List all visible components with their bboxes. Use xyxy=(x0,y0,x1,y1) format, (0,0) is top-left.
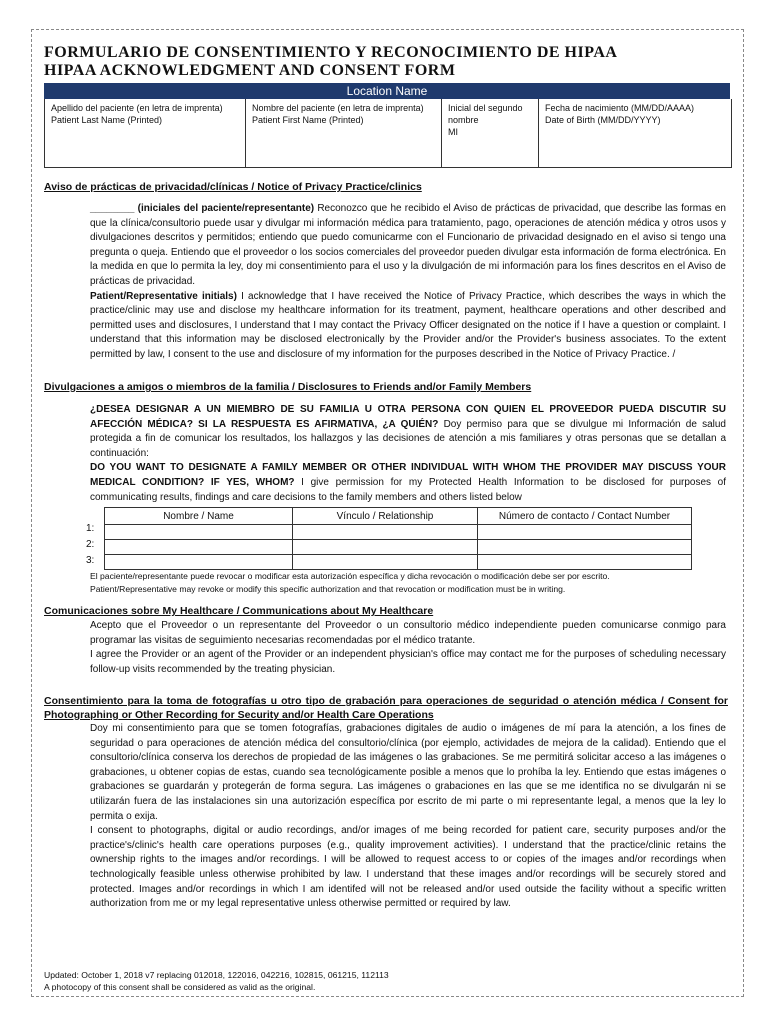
family-es-body: Doy permiso para que se divulgue mi Información de salud protegida a fin de comunicar los resultados, los hallazgos y las decisiones de atención a mis familiares y otras personas que se detallan a continuación: xyxy=(90,418,726,459)
family-spanish xyxy=(90,403,726,461)
contact-cell[interactable] xyxy=(478,540,692,555)
middle-initial-field[interactable] xyxy=(442,99,539,167)
row-label-2: 2: xyxy=(86,539,95,550)
last-name-field[interactable] xyxy=(45,99,246,167)
name-cell[interactable] xyxy=(105,540,293,555)
revocation-note-es: El paciente/representante puede revocar o modificar esta autorización específica y dicha revocación o modificación debe ser por escrito. xyxy=(90,571,610,581)
family-text xyxy=(90,403,726,505)
first-name-label-es: Nombre del paciente (en letra de imprenta) xyxy=(252,103,424,113)
contact-cell[interactable] xyxy=(478,525,692,540)
footer-photocopy: A photocopy of this consent shall be considered as valid as the original. xyxy=(44,982,316,992)
row-label-1: 1: xyxy=(86,523,95,534)
dob-label-es: Fecha de nacimiento (MM/DD/AAAA) xyxy=(545,103,695,113)
privacy-es-body: Reconozco que he recibido el Aviso de prácticas de privacidad, que describe las formas en que la clínica/consultorio puede usar y divulgar mi información médica para tratamiento, pago, operaciones de atención médica y otros usos y divulgaciones descritos y permitidos; entiendo que puedo comunicarme con el Funcionario de privacidad designado en el aviso si tengo una pregunta o queja. Entiendo que el proveedor o los socios comerciales del proveedor pueden divulgar esta información de forma electrónica. En la medida en que lo permita la ley, doy mi consentimiento para el uso y la divulgación de mi información para los fines descritos en el Aviso de prácticas de privacidad. xyxy=(90,203,726,287)
family-question-en: DO YOU WANT TO DESIGNATE A FAMILY MEMBER OR OTHER INDIVIDUAL WITH WHOM THE PROVIDER MAY DISCUSS YOUR MEDICAL CONDITION? IF YES, WHOM? xyxy=(90,462,726,488)
family-english xyxy=(90,461,726,505)
table-row xyxy=(105,525,692,540)
family-heading: Divulgaciones a amigos o miembros de la familia / Disclosures to Friends and/or Family Members xyxy=(44,381,532,393)
communications-heading: Comunicaciones sobre My Healthcare / Communications about My Healthcare xyxy=(44,605,434,617)
contact-cell[interactable] xyxy=(478,555,692,570)
name-cell[interactable] xyxy=(105,525,293,540)
row-label-3: 3: xyxy=(86,555,95,566)
middle-initial-label-es: Inicial del segundo nombre xyxy=(448,103,523,125)
initials-label-en: Patient/Representative initials) xyxy=(90,290,237,302)
communications-en: I agree the Provider or an agent of the Provider or an independent physician's office may contact me for the purposes of scheduling necessary follow-up visits recommended by the treating physician. xyxy=(90,649,726,675)
communications-text xyxy=(90,619,726,677)
photography-es: Doy mi consentimiento para que se tomen fotografías, grabaciones digitales de audio o imágenes de mí para la atención, a los fines de seguridad o para operaciones de atención médica del consultorio/clínica (por ejemplo, actividades de mejora de la calidad). Entiendo que el consultorio/clínica conserva los derechos de propiedad de las imágenes o las grabaciones. Se me permitirá solicitar acceso a las imágenes o grabaciones, u obtener copias de estas, cuando sea tecnológicamente posible a menos que lo prohíba la ley. Entiendo que estas imágenes o grabaciones se guardarán y protegerán de forma segura. Las imágenes o grabaciones en las que se me identifica no se divulgarán ni se utilizarán fuera de las instalaciones sin una autorización específica por escrito de mi parte o mi representante legal, a menos que la ley lo permita o exija. xyxy=(90,723,726,822)
relationship-cell[interactable] xyxy=(293,540,478,555)
col-name: Nombre / Name xyxy=(105,508,293,525)
last-name-label-en: Patient Last Name (Printed) xyxy=(51,115,163,125)
first-name-field[interactable] xyxy=(246,99,442,167)
initials-blank-es[interactable]: ________ (iniciales del paciente/representante) xyxy=(90,203,315,214)
family-en-body: I give permission for my Protected Health Information to be disclosed for purposes of communicating results, findings and care decisions to the family members and others listed below xyxy=(90,476,727,503)
patient-info-table xyxy=(44,99,732,168)
middle-initial-label-en: MI xyxy=(448,127,458,137)
privacy-text xyxy=(90,202,726,363)
privacy-english xyxy=(90,290,726,363)
relationship-cell[interactable] xyxy=(293,555,478,570)
family-contacts-table xyxy=(104,507,692,570)
relationship-cell[interactable] xyxy=(293,525,478,540)
col-relationship: Vínculo / Relationship xyxy=(293,508,478,525)
photography-text xyxy=(90,722,726,912)
col-contact-number: Número de contacto / Contact Number xyxy=(478,508,692,525)
privacy-en-body: I acknowledge that I have received the Notice of Privacy Practice, which describes the ways in which the practice/clinic may use and disclose my healthcare information for its treatment, payment, healthcare operations and other described and permitted uses and disclosures, I understand that I may contact the Privacy Officer designated on the notice if I have a question or complaint. I understand that this information may be disclosed electronically by the Provider and/or the Provider's business associates. To the extent permitted by law, I consent to the use and disclosure of my information for the purposes described in the Notice of Privacy Practice. / xyxy=(90,290,726,360)
table-row xyxy=(105,555,692,570)
family-question-es: ¿DESEA DESIGNAR A UN MIEMBRO DE SU FAMILIA U OTRA PERSONA CON QUIEN EL PROVEEDOR PUEDA DISCUTIR SU AFECCIÓN MÉDICA? SI LA RESPUESTA ES AFIRMATIVA, ¿A QUIÉN? xyxy=(90,404,726,430)
privacy-spanish xyxy=(90,202,726,290)
dob-label-en: Date of Birth (MM/DD/YYYY) xyxy=(545,115,661,125)
form-title-spanish: FORMULARIO DE CONSENTIMIENTO Y RECONOCIMIENTO DE HIPAA xyxy=(44,44,618,61)
first-name-label-en: Patient First Name (Printed) xyxy=(252,115,364,125)
footer-updated: Updated: October 1, 2018 v7 replacing 012018, 122016, 042216, 102815, 061215, 112113 xyxy=(44,970,389,980)
photography-en: I consent to photographs, digital or audio recordings, and/or images of me being recorded for patient care, security purposes and/or the practice's/clinic's health care operations purposes (e.g., quality improvement activities). I understand that the practice/clinic retains the ownership rights to the images and/or recordings. I will be allowed to request access to or copies of the images and/or recordings when technologically feasible unless otherwise prohibited by law. I understand that these images and/or recordings will be securely stored and protected. Images and/or recordings in which I am identifed will not be released and/or used outside the facility without a specific written authorization from me or my legal representative unless otherwise permitted or required by law. xyxy=(90,825,726,910)
form-title-english: HIPAA ACKNOWLEDGMENT AND CONSENT FORM xyxy=(44,62,456,79)
revocation-note-en: Patient/Representative may revoke or modify this specific authorization and that revocation or modification must be in writing. xyxy=(90,584,566,594)
last-name-label-es: Apellido del paciente (en letra de imprenta) xyxy=(51,103,223,113)
photography-heading: Consentimiento para la toma de fotografías u otro tipo de grabación para operaciones de seguridad o atención médica / Consent for Photographing or Other Recording for Security and/or Health Care Operations xyxy=(44,695,728,721)
name-cell[interactable] xyxy=(105,555,293,570)
table-row xyxy=(105,540,692,555)
location-name-bar: Location Name xyxy=(44,83,730,99)
privacy-heading: Aviso de prácticas de privacidad/clínicas / Notice of Privacy Practice/clinics xyxy=(44,181,422,193)
date-of-birth-field[interactable] xyxy=(539,99,729,167)
communications-es: Acepto que el Proveedor o un representante del Proveedor o un consultorio médico independiente pueden comunicarse conmigo para programar las visitas de seguimiento necesarias recomendadas por el médico tratante. xyxy=(90,620,726,646)
